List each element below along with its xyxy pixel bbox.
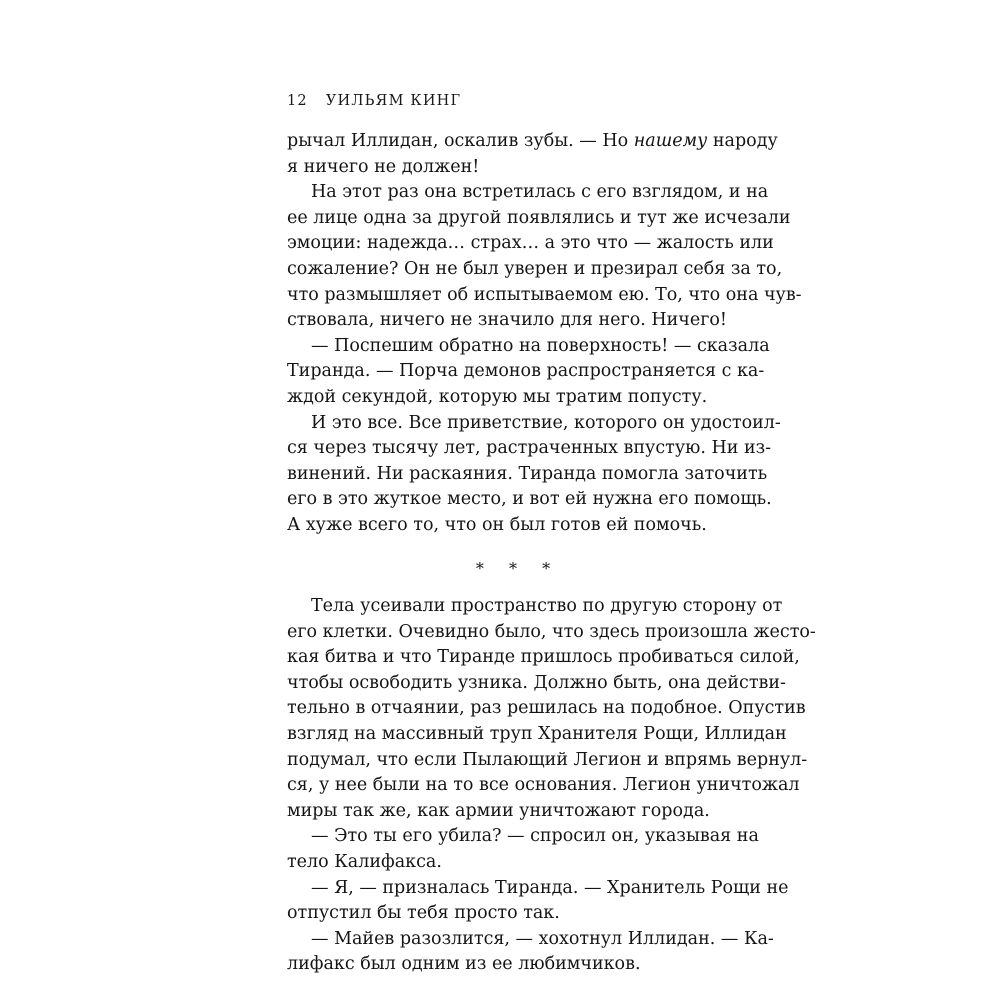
text-line: эмоции: надежда… страх… а это что — жалость или	[287, 233, 774, 254]
emphasis: нашему	[633, 131, 708, 151]
text-line: рычал Иллидан, оскалив зубы. — Но нашему народу	[287, 131, 778, 151]
paragraph-first-line: — Майев разозлится, — хохотнул Иллидан. — Ка-	[311, 928, 774, 949]
text-line: ждой секундой, которую мы тратим попусту.	[287, 386, 708, 407]
text-line: Тиранда. — Порча демонов распространяется с ка-	[287, 361, 765, 382]
text-line: подумал, что если Пылающий Легион и впрямь вернул-	[287, 749, 808, 770]
paragraph-first-line: — Я, — призналась Тиранда. — Хранитель Рощи не	[311, 877, 789, 898]
body-text	[287, 129, 816, 978]
text-line: я ничего не должен!	[287, 156, 480, 177]
text-line: ее лице одна за другой появлялись и тут же исчезали	[287, 207, 791, 228]
text-line: ся, у нее были на то все основания. Легион уничтожал	[287, 775, 800, 796]
text-line: взгляд на массивный труп Хранителя Рощи, Иллидан	[287, 724, 787, 745]
paragraph-first-line: — Поспешим обратно на поверхность! — сказала	[311, 335, 770, 356]
text-line: ствовала, ничего не значило для него. Ничего!	[287, 310, 727, 331]
text-line: А хуже всего то, что он был готов ей помочь.	[287, 514, 707, 535]
paragraph-first-line: На этот раз она встретилась с его взглядом, и на	[311, 182, 769, 203]
page-number: 12	[287, 93, 308, 109]
paragraph-first-line: — Это ты его убила? — спросил он, указывая на	[311, 826, 759, 847]
text-line: кая битва и что Тиранде пришлось пробиваться силой,	[287, 647, 800, 668]
text-line: его клетки. Очевидно было, что здесь произошла жесто-	[287, 621, 816, 642]
author-name: УИЛЬЯМ КИНГ	[325, 93, 462, 109]
text-line: ся через тысячу лет, растраченных впустую. Ни из-	[287, 438, 772, 459]
text-line: отпустил бы тебя просто так.	[287, 903, 560, 924]
paragraph-first-line: И это все. Все приветствие, которого он удостоил-	[311, 412, 781, 433]
text-line: что размышляет об испытываемом ею. То, что она чув-	[287, 284, 802, 305]
text-line: миры так же, как армии уничтожают города.	[287, 800, 710, 821]
text-line: сожаление? Он не был уверен и презирал себя за то,	[287, 258, 783, 279]
text-line: чтобы освободить узника. Должно быть, она действи-	[287, 672, 786, 693]
text-line: лифакс был одним из ее любимчиков.	[287, 954, 641, 975]
text-line: винений. Ни раскаяния. Тиранда помогла заточить	[287, 463, 768, 484]
text-line: тело Калифакса.	[287, 852, 442, 873]
section-separator: * * *	[475, 558, 561, 578]
running-head	[287, 93, 461, 109]
text-line: его в это жуткое место, и вот ей нужна его помощь.	[287, 489, 772, 510]
paragraph-first-line: Тела усеивали пространство по другую сторону от	[311, 596, 783, 617]
text-line: тельно в отчаянии, раз решилась на подобное. Опустив	[287, 698, 806, 719]
